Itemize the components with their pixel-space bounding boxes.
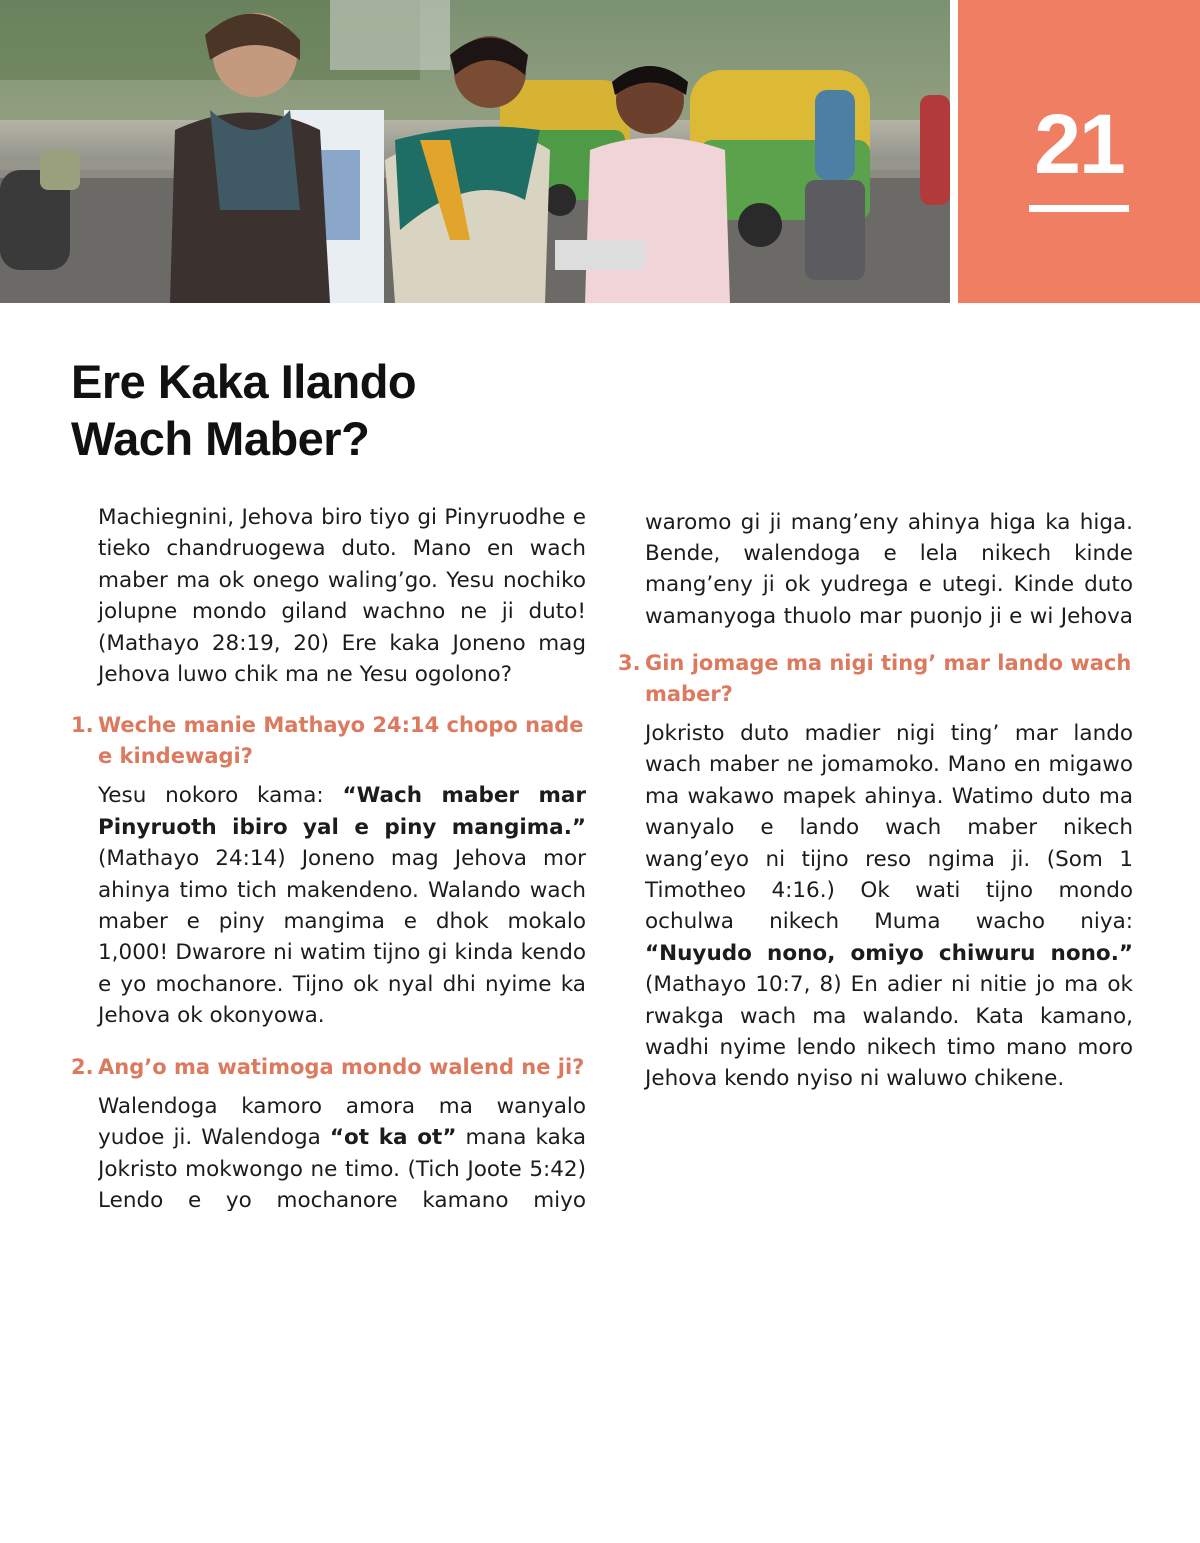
answer-1-part-c: (Mathayo 24:14) Joneno mag Jehova mor ahinya timo tich makendeno. Walando wach maber e piny mangima e dhok mokalo 1,000! Dwarore ni watim tijno gi kinda kendo e yo mochanore. Tijno ok nyal dhi nyime ka Jehova ok okonyowa.	[98, 846, 586, 1029]
title-line-1: Ere Kaka Ilando	[71, 355, 417, 408]
answer-1-quote: “Wach maber mar Pinyruoth ibiro yal e piny mangima.”	[98, 783, 586, 840]
question-2-number: 2.	[71, 1054, 94, 1079]
answer-3-part-a: Jokristo duto madier nigi ting’ mar lando wach maber ne jomamoko. Mano en migawo ma wakawo mapek ahinya. Watimo duto ma wanyalo e lando wach maber nikech wang’eyo ni tijno reso ngima ji. (Som 1 Timotheo 4:16.) Ok wati tijno mondo ochulwa nikech Muma wacho niya:	[645, 721, 1133, 935]
answer-3-quote: “Nuyudo nono, omiyo chiwuru nono.”	[645, 940, 1133, 966]
chapter-badge	[958, 0, 1200, 303]
answer-3-part-c: (Mathayo 10:7, 8) En adier ni nitie jo ma ok rwakga wach ma walando. Kata kamano, wadhi nyime lendo nikech timo mano moro Jehova kendo nyiso ni waluwo chikene.	[645, 972, 1133, 1092]
question-1-number: 1.	[71, 713, 94, 738]
photo-illustration	[0, 0, 950, 303]
header-photo	[0, 0, 950, 303]
chapter-number: 21	[1034, 97, 1124, 191]
answer-1-part-a: Yesu nokoro kama:	[98, 783, 343, 809]
chapter-underline	[1029, 205, 1129, 212]
answer-2	[98, 1091, 586, 1211]
question-1	[71, 710, 586, 772]
title-line-2: Wach Maber?	[71, 412, 370, 465]
answer-2-part-c: mana kaka Jokristo mokwongo ne timo. (Tich Joote 5:42) Lendo e yo mochanore kamano miyo	[98, 1125, 586, 1211]
answer-2-quote: “ot ka ot”	[329, 1125, 457, 1151]
question-2	[71, 1052, 586, 1083]
question-3-text: Gin jomage ma nigi ting’ mar lando wach maber?	[645, 651, 1132, 706]
answer-2-part-a: Walendoga kamoro amora ma wanyalo yudoe ji. Walendoga	[98, 1093, 586, 1151]
page-title	[71, 353, 771, 467]
question-3-number: 3.	[618, 651, 641, 675]
answer-2-continued-text	[645, 502, 1133, 628]
question-1-text: Weche manie Mathayo 24:14 chopo nade e kindewagi?	[98, 713, 584, 769]
question-3	[618, 648, 1133, 710]
left-column	[71, 502, 586, 1211]
answer-2-continued-part-c: waromo gi ji mang’eny ahinya higa ka higa. Bende, walendoga e lela nikech kinde mang’eny ji ok yudrega e utegi. Kinde duto wamanyoga thuolo mar puonjo ji e wi Jehova	[645, 509, 1133, 628]
intro-paragraph: Machiegnini, Jehova biro tiyo gi Pinyruodhe e tieko chandruogewa duto. Mano en wach maber ma ok onego waling’go. Yesu nochiko jolupne mondo giland wachno ne ji duto! (Mathayo 28:19, 20) Ere kaka Joneno mag Jehova luwo chik ma ne Yesu ogolono?	[98, 505, 586, 688]
question-2-text: Ang’o ma watimoga mondo walend ne ji?	[98, 1054, 585, 1079]
answer-3	[645, 718, 1133, 1095]
answer-1	[98, 780, 586, 1031]
answer-2-continued	[645, 502, 1133, 628]
answer-2-flow	[98, 1091, 586, 1211]
right-column	[618, 502, 1133, 1095]
